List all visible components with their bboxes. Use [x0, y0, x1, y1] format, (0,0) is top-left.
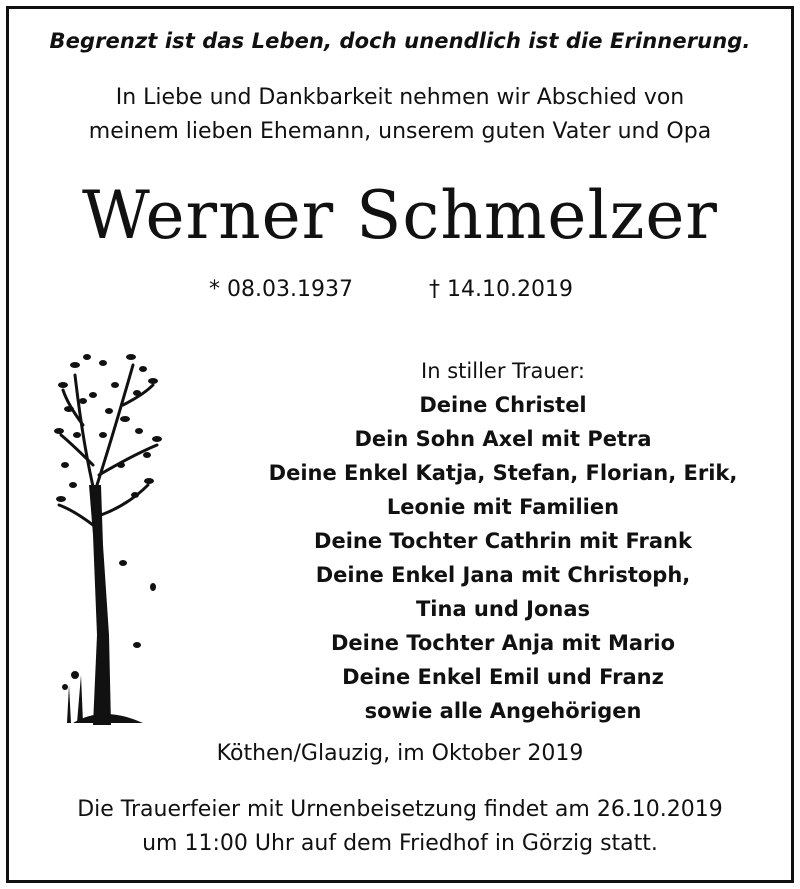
mourners-lead: In stiller Trauer: [421, 359, 585, 383]
mourner-line: Tina und Jonas [415, 597, 591, 621]
intro-line: In Liebe und Dankbarkeit nehmen wir Abschied von [115, 85, 685, 110]
obituary-frame [6, 6, 794, 883]
mourner-line: Deine Christel [419, 393, 587, 417]
birth-date: * 08.03.1937 [209, 277, 353, 302]
place-date: Köthen/Glauzig, im Oktober 2019 [216, 741, 584, 766]
mourner-line: Deine Tochter Anja mit Mario [330, 631, 676, 655]
motto: Begrenzt ist das Leben, doch unendlich ist die Erinnerung. [49, 29, 751, 53]
mourner-line: sowie alle Angehörigen [364, 699, 642, 723]
service-line: um 11:00 Uhr auf dem Friedhof in Görzig statt. [142, 831, 658, 856]
mourner-line: Deine Enkel Jana mit Christoph, [315, 563, 691, 587]
tree-icon [53, 335, 165, 725]
mourners-list [233, 354, 773, 728]
mourner-line: Dein Sohn Axel mit Petra [354, 427, 652, 451]
death-date: † 14.10.2019 [429, 277, 573, 302]
funeral-service-info [9, 793, 791, 861]
mourner-line: Deine Enkel Katja, Stefan, Florian, Erik, [268, 461, 738, 485]
mourner-line: Deine Enkel Emil und Franz [342, 665, 664, 689]
mourner-line: Deine Tochter Cathrin mit Frank [314, 529, 692, 553]
intro-text [9, 81, 791, 149]
deceased-name: Werner Schmelzer [82, 177, 718, 254]
intro-line: meinem lieben Ehemann, unserem guten Vater und Opa [88, 119, 712, 144]
service-line: Die Trauerfeier mit Urnenbeisetzung findet am 26.10.2019 [77, 797, 723, 822]
mourner-line: Leonie mit Familien [386, 495, 620, 519]
